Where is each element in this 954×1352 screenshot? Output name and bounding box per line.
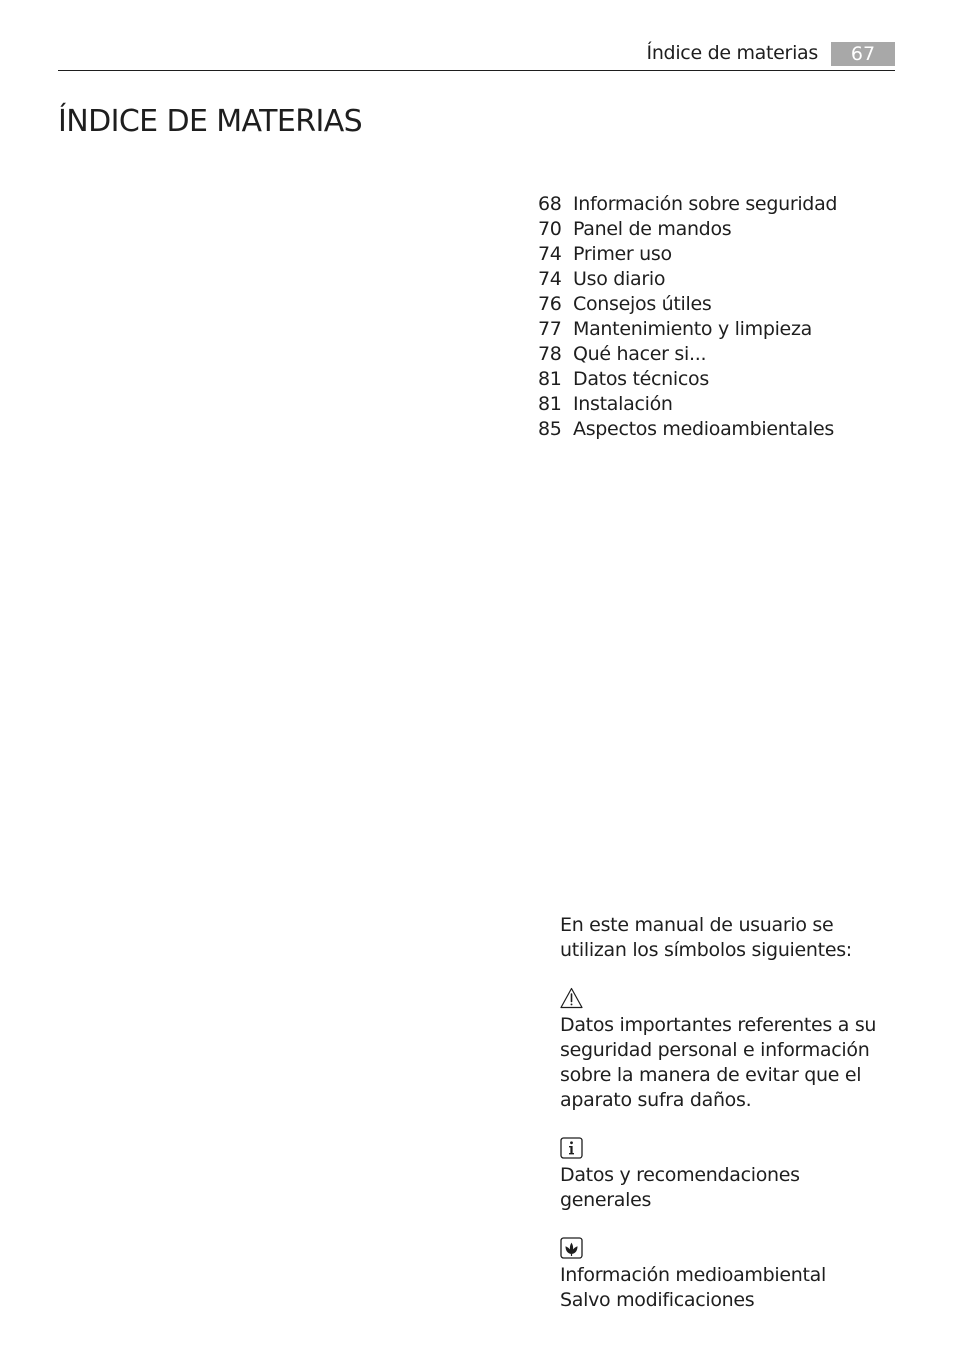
toc-entry[interactable] xyxy=(538,317,837,342)
symbols-intro: En este manual de usuario se utilizan los símbolos siguientes: xyxy=(560,914,852,961)
toc-entry[interactable] xyxy=(538,267,837,292)
toc-entry[interactable] xyxy=(538,342,837,367)
toc-label: Datos técnicos xyxy=(573,368,709,390)
symbol-warning xyxy=(560,987,890,1113)
toc-entry[interactable] xyxy=(538,217,837,242)
toc-page-number: 77 xyxy=(538,318,562,340)
symbol-info-text: Datos y recomendaciones generales xyxy=(560,1164,800,1211)
toc-label: Primer uso xyxy=(573,243,672,265)
toc-page-number: 70 xyxy=(538,218,562,240)
toc-label: Panel de mandos xyxy=(573,218,732,240)
page-number: 67 xyxy=(831,42,895,66)
toc-page-number: 81 xyxy=(538,393,562,415)
toc-entry[interactable] xyxy=(538,392,837,417)
toc-page-number: 81 xyxy=(538,368,562,390)
toc-entry[interactable] xyxy=(538,417,837,442)
symbol-environment xyxy=(560,1237,890,1288)
toc-label: Aspectos medioambientales xyxy=(573,418,834,440)
page-title: ÍNDICE DE MATERIAS xyxy=(58,104,363,139)
toc-page-number: 78 xyxy=(538,343,562,365)
toc-label: Uso diario xyxy=(573,268,666,290)
toc-entry[interactable] xyxy=(538,292,837,317)
toc-page-number: 85 xyxy=(538,418,562,440)
header-section-title: Índice de materias xyxy=(646,42,818,64)
info-icon xyxy=(560,1137,583,1159)
toc-page-number: 68 xyxy=(538,193,562,215)
environment-flower-icon xyxy=(560,1237,583,1259)
toc-page-number: 74 xyxy=(538,243,562,265)
toc-page-number: 76 xyxy=(538,293,562,315)
toc-label: Instalación xyxy=(573,393,673,415)
toc-entry[interactable] xyxy=(538,367,837,392)
toc-label: Qué hacer si... xyxy=(573,343,707,365)
symbol-warning-text: Datos importantes referentes a su seguridad personal e información sobre la manera de evitar que el aparato sufra daños. xyxy=(560,1014,877,1111)
modifications-note: Salvo modificaciones xyxy=(560,1289,755,1311)
toc-label: Información sobre seguridad xyxy=(573,193,838,215)
toc-entry[interactable] xyxy=(538,242,837,267)
symbols-legend xyxy=(560,913,890,1313)
toc-page-number: 74 xyxy=(538,268,562,290)
toc-entry[interactable] xyxy=(538,192,837,217)
warning-triangle-icon xyxy=(560,987,583,1009)
toc-label: Consejos útiles xyxy=(573,293,712,315)
symbol-info xyxy=(560,1137,890,1213)
symbol-environment-text: Información medioambiental xyxy=(560,1264,826,1286)
running-header xyxy=(58,40,895,71)
toc-label: Mantenimiento y limpieza xyxy=(573,318,812,340)
table-of-contents xyxy=(538,192,837,442)
